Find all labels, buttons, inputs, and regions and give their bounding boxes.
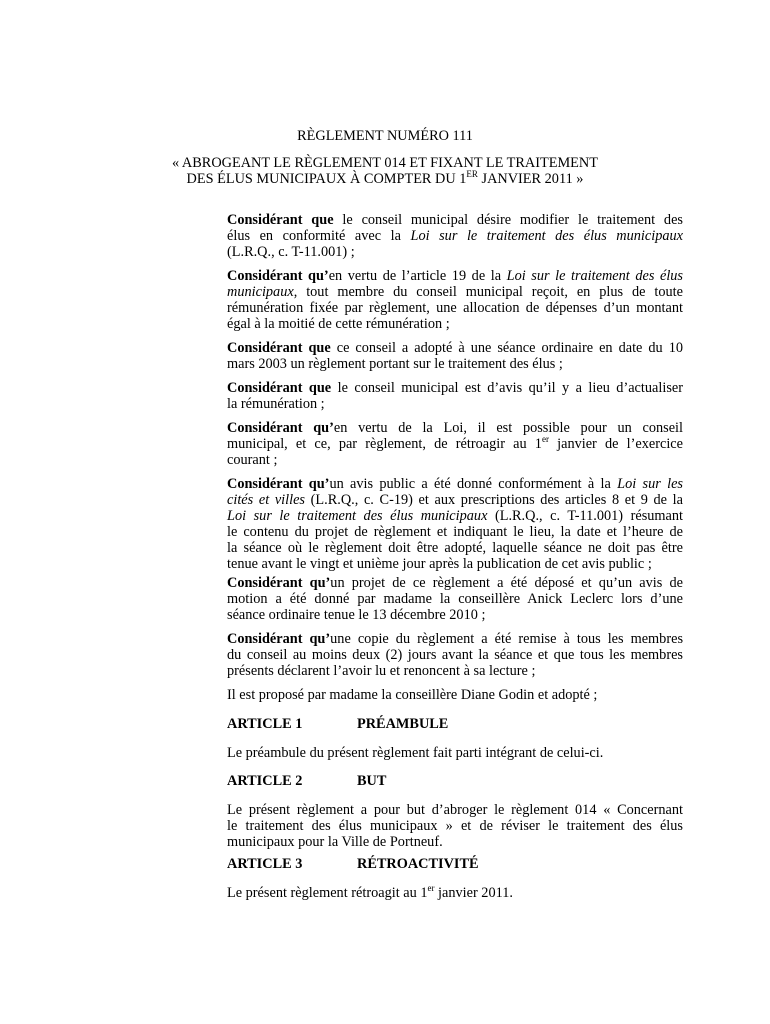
- considerant-paragraph-6: Considérant qu’un avis public a été donné conformément à la Loi sur les cités et villes (L.R.Q., c. C-19) et aux prescriptions des articles 8 et 9 de la Loi sur le traitement des élus municipaux (L.R.Q., c. T-11.001) résumant le contenu du projet de règlement et indiquant le lieu, la date et l’heure de la séance où le règlement doit être adopté, laquelle séance ne doit pas être tenue avant le vingt et unième jour après la publication de cet avis public ;: [227, 476, 683, 572]
- proposition-paragraph: Il est proposé par madame la conseillère Diane Godin et adopté ;: [227, 687, 598, 703]
- article-3-body: Le présent règlement rétroagit au 1er janvier 2011.: [227, 883, 513, 901]
- considerant-lead: Considérant qu’: [227, 420, 334, 436]
- considerant-paragraph-1: Considérant que le conseil municipal désire modifier le traitement des élus en conformité avec la Loi sur le traitement des élus municipaux (L.R.Q., c. T-11.001) ;: [227, 212, 684, 260]
- considerant-lead: Considérant qu’: [227, 476, 330, 492]
- regulation-subtitle-line2: DES ÉLUS MUNICIPAUX À COMPTER DU 1ER JANVIER 2011 »: [186, 169, 584, 187]
- considerant-lead: Considérant qu’: [227, 268, 329, 284]
- considerant-paragraph-4: Considérant que le conseil municipal est d’avis qu’il y a lieu d’actualiser la rémunération ;: [227, 380, 683, 412]
- considerant-lead: Considérant que: [227, 340, 331, 356]
- article-2-body: Le présent règlement a pour but d’abroger le règlement 014 « Concernant le traitement des élus municipaux » et de réviser le traitement des élus municipaux pour la Ville de Portneuf.: [227, 802, 683, 850]
- considerant-lead: Considérant que: [227, 212, 334, 228]
- considerant-paragraph-3: Considérant que ce conseil a adopté à une séance ordinaire en date du 10 mars 2003 un règlement portant sur le traitement des élus ;: [227, 340, 683, 372]
- article-3-heading: ARTICLE 3 RÉTROACTIVITÉ: [227, 856, 479, 872]
- considerant-paragraph-7: Considérant qu’un projet de ce règlement a été déposé et qu’un avis de motion a été donné par madame la conseillère Anick Leclerc lors d’une séance ordinaire tenue le 13 décembre 2010 ;: [227, 575, 683, 623]
- considerant-paragraph-5: Considérant qu’en vertu de la Loi, il est possible pour un conseil municipal, et ce, par règlement, de rétroagir au 1er janvier de l’exercice courant ;: [227, 420, 684, 468]
- article-1-heading: ARTICLE 1 PRÉAMBULE: [227, 716, 449, 732]
- article-1-body: Le préambule du présent règlement fait parti intégrant de celui-ci.: [227, 745, 604, 761]
- considerant-lead: Considérant que: [227, 380, 332, 396]
- considerant-paragraph-2: Considérant qu’en vertu de l’article 19 de la Loi sur le traitement des élus municipaux, tout membre du conseil municipal reçoit, en plus de toute rémunération fixée par règlement, une allocation de dépenses d’un montant égal à la moitié de cette rémunération ;: [227, 268, 683, 332]
- regulation-subtitle-line1: « ABROGEANT LE RÈGLEMENT 014 ET FIXANT LE TRAITEMENT: [172, 155, 598, 171]
- article-2-heading: ARTICLE 2 BUT: [227, 773, 387, 789]
- considerant-lead: Considérant qu’: [227, 631, 331, 647]
- considerant-lead: Considérant qu’: [227, 575, 331, 591]
- considerant-paragraph-8: Considérant qu’une copie du règlement a été remise à tous les membres du conseil au moins deux (2) jours avant la séance et que tous les membres présents déclarent l’avoir lu et renoncent à sa lecture ;: [227, 631, 684, 679]
- regulation-title: RÈGLEMENT NUMÉRO 111: [297, 128, 473, 144]
